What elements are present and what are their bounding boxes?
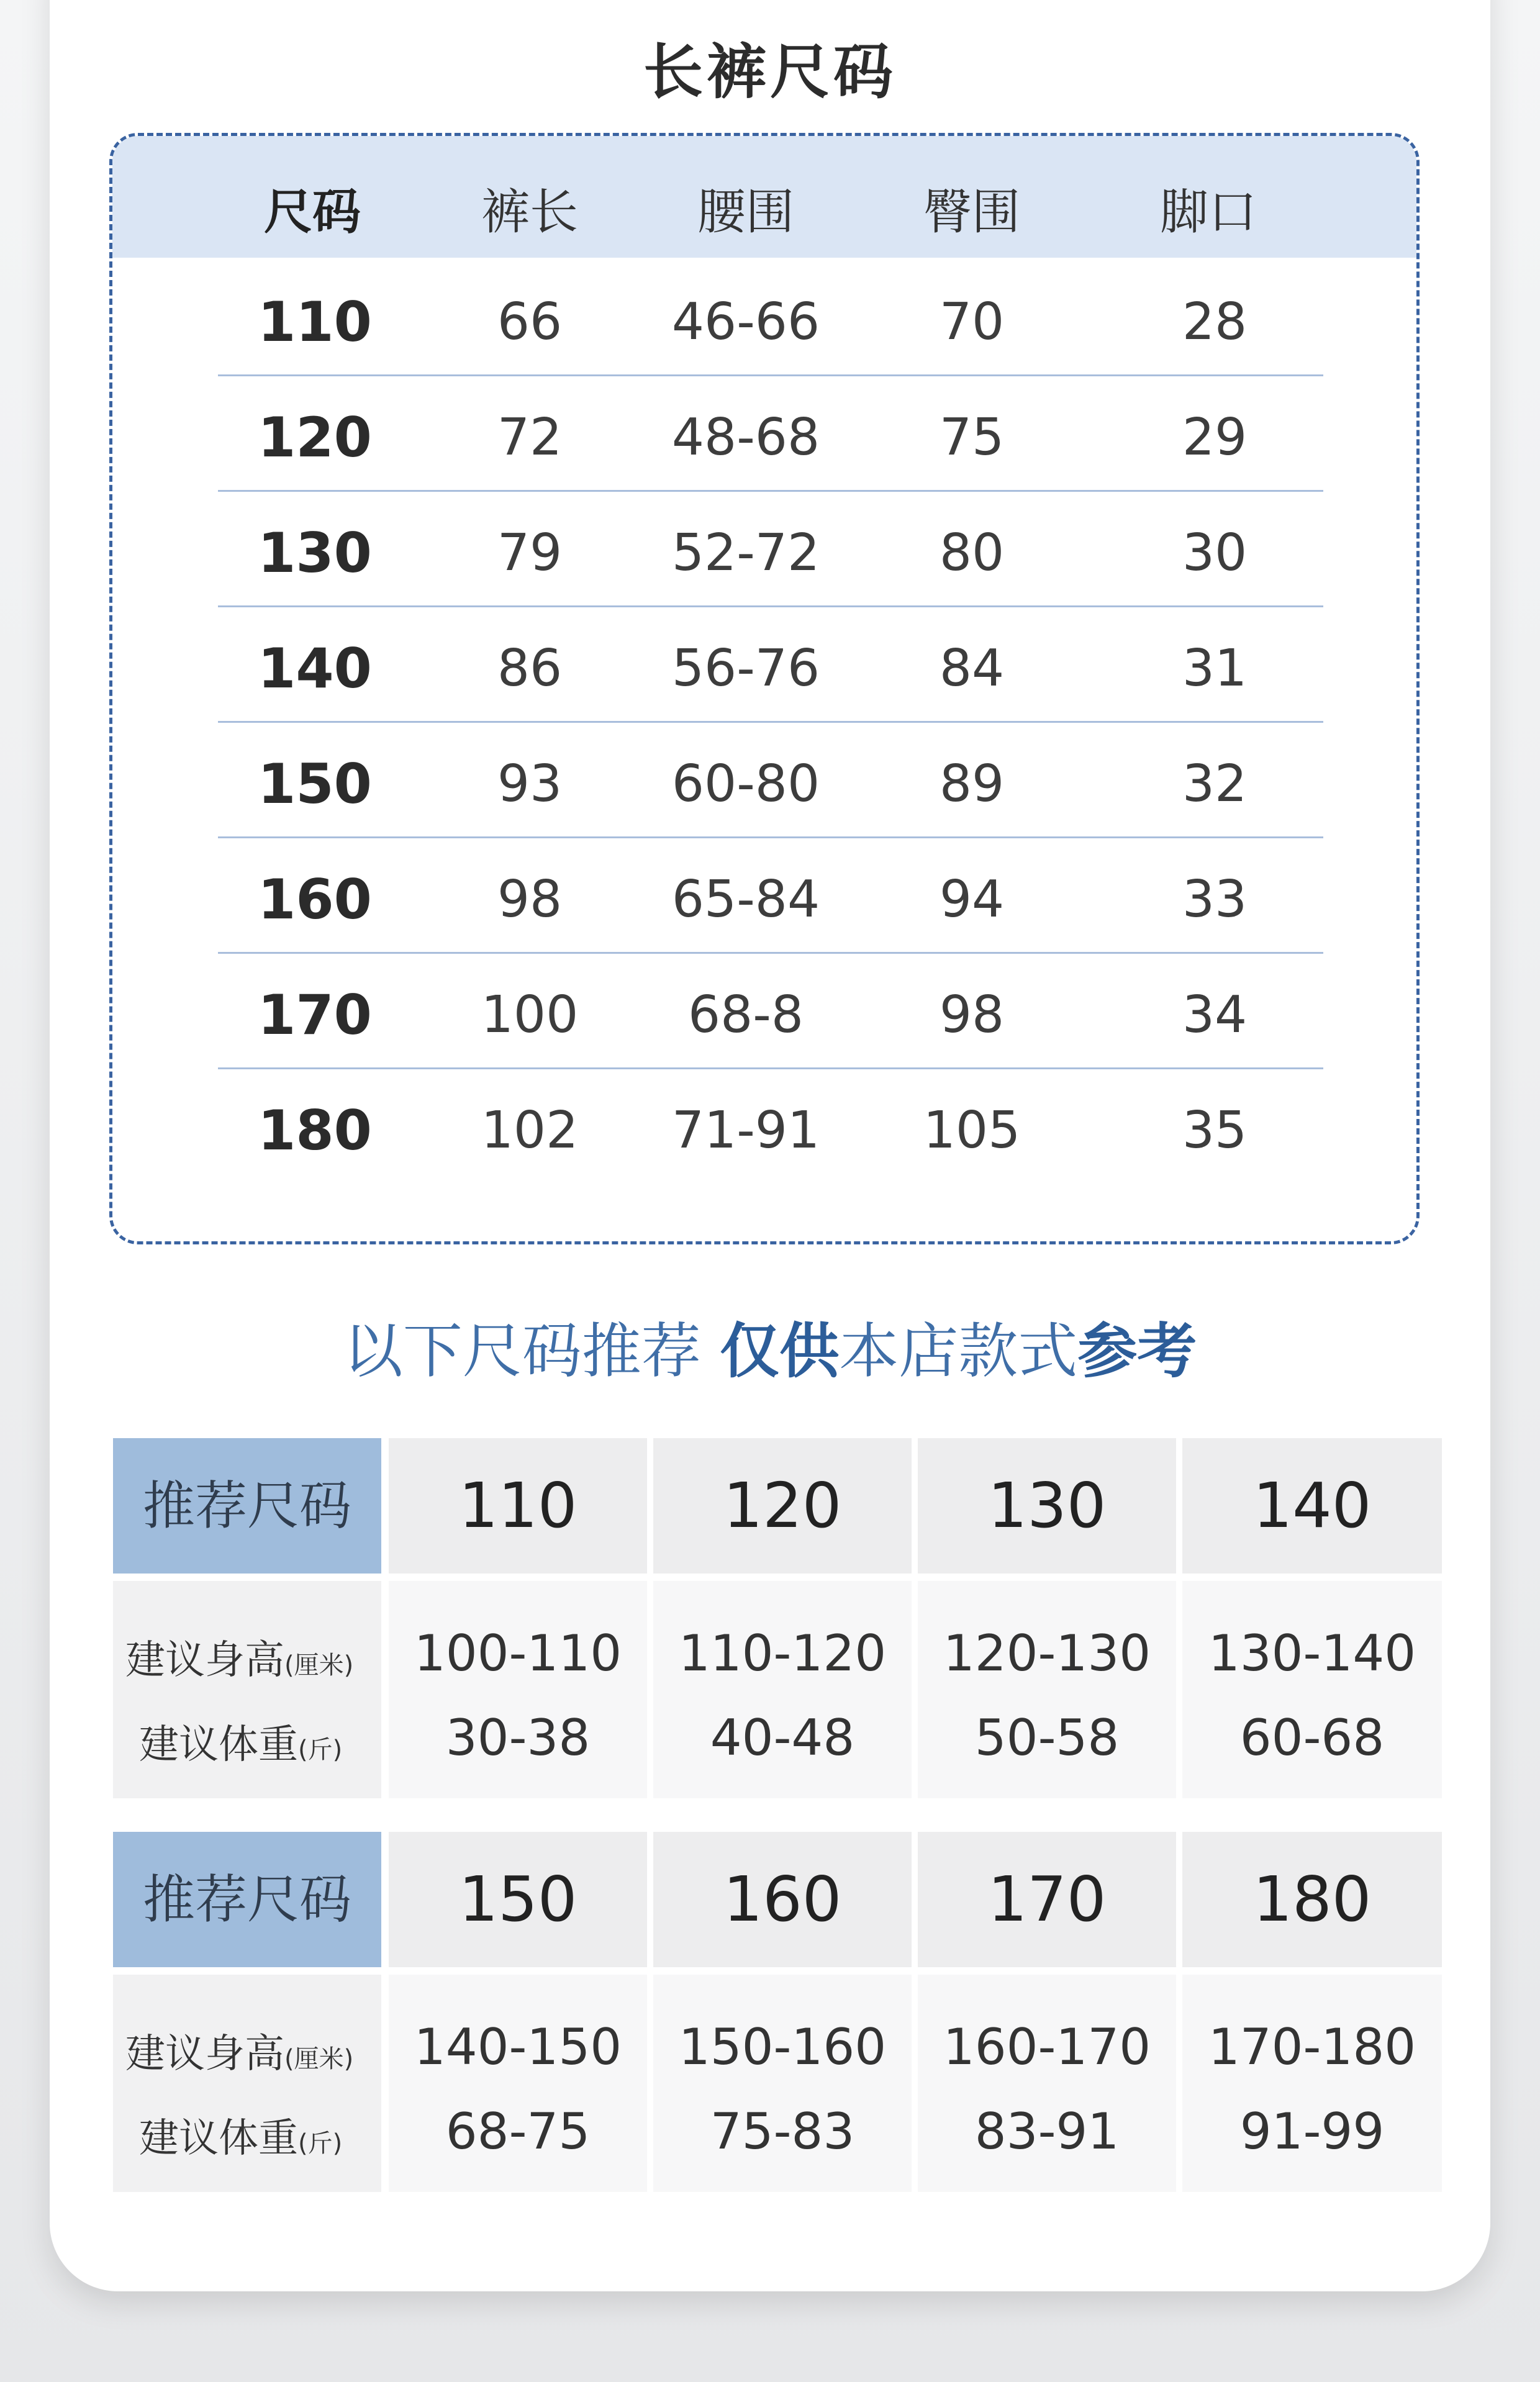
cell-hip: 75 — [939, 408, 1005, 467]
cell-length: 98 — [497, 870, 563, 929]
page-title: 长裤尺码 — [643, 37, 897, 107]
header-pants-length: 裤长 — [481, 184, 579, 240]
size-table — [109, 133, 1420, 1244]
cell-waist: 60-80 — [671, 754, 820, 813]
cell-waist: 48-68 — [671, 408, 820, 467]
recommendation-table-1 — [113, 1438, 1442, 1798]
cell-length: 102 — [481, 1101, 579, 1160]
cell-size: 120 — [258, 405, 372, 469]
height-range: 160-170 — [943, 2018, 1151, 2076]
recommendation-column — [918, 1975, 1176, 2192]
cell-leg-opening: 35 — [1182, 1101, 1248, 1160]
weight-label: 建议体重(斤) — [139, 2116, 343, 2162]
weight-range: 40-48 — [710, 1709, 855, 1767]
cell-length: 72 — [497, 408, 563, 467]
cell-waist: 56-76 — [671, 639, 820, 698]
recommendation-column — [1182, 1581, 1442, 1798]
cell-hip: 89 — [939, 754, 1005, 813]
cell-size: 140 — [258, 636, 372, 700]
height-range: 130-140 — [1208, 1624, 1416, 1682]
cell-waist: 65-84 — [671, 870, 820, 929]
height-range: 140-150 — [414, 2018, 622, 2076]
recommended-size-label: 推荐尺码 — [113, 1438, 381, 1574]
cell-leg-opening: 28 — [1182, 292, 1248, 351]
height-label: 建议身高(厘米) — [125, 1637, 354, 1683]
weight-range: 75-83 — [710, 2103, 855, 2160]
size-header-cell: 120 — [653, 1438, 912, 1574]
size-header-cell: 160 — [653, 1832, 912, 1967]
weight-range: 30-38 — [445, 1709, 591, 1767]
height-range: 100-110 — [414, 1624, 622, 1682]
cell-length: 93 — [497, 754, 563, 813]
cell-leg-opening: 29 — [1182, 408, 1248, 467]
size-header-cell: 170 — [918, 1832, 1176, 1967]
table-row — [112, 260, 1416, 376]
table-row — [112, 722, 1416, 838]
weight-range: 50-58 — [974, 1709, 1120, 1767]
height-label: 建议身高(厘米) — [125, 2031, 354, 2077]
cell-hip: 80 — [939, 523, 1005, 582]
cell-leg-opening: 33 — [1182, 870, 1248, 929]
cell-length: 66 — [497, 292, 563, 351]
cell-size: 180 — [258, 1098, 372, 1162]
row-labels — [113, 1975, 381, 2192]
recommendation-column — [389, 1975, 647, 2192]
size-header-cell: 180 — [1182, 1832, 1442, 1967]
height-range: 120-130 — [943, 1624, 1151, 1682]
cell-length: 79 — [497, 523, 563, 582]
height-range: 170-180 — [1208, 2018, 1416, 2076]
recommendation-heading — [0, 1304, 1540, 1389]
header-waist: 腰围 — [697, 184, 795, 240]
weight-range: 60-68 — [1239, 1709, 1385, 1767]
table-row — [112, 953, 1416, 1069]
header-leg-opening: 脚口 — [1159, 184, 1257, 240]
cell-hip: 94 — [939, 870, 1005, 929]
recommendation-column — [653, 1581, 912, 1798]
cell-waist: 71-91 — [671, 1101, 820, 1160]
cell-leg-opening: 31 — [1182, 639, 1248, 698]
weight-range: 68-75 — [445, 2103, 591, 2160]
height-range: 110-120 — [678, 1624, 887, 1682]
cell-hip: 84 — [939, 639, 1005, 698]
weight-range: 91-99 — [1239, 2103, 1385, 2160]
cell-size: 130 — [258, 521, 372, 585]
cell-length: 86 — [497, 639, 563, 698]
table-row — [112, 838, 1416, 953]
header-hip: 臀围 — [923, 184, 1021, 240]
cell-leg-opening: 34 — [1182, 985, 1248, 1044]
cell-length: 100 — [481, 985, 579, 1044]
table-row — [112, 491, 1416, 607]
recommendation-column — [653, 1975, 912, 2192]
size-table-header — [112, 136, 1416, 258]
row-labels — [113, 1581, 381, 1798]
cell-size: 150 — [258, 752, 372, 816]
heading-part: 本店款式 — [839, 1316, 1078, 1386]
size-header-cell: 130 — [918, 1438, 1176, 1574]
recommendation-column — [1182, 1975, 1442, 2192]
header-size: 尺码 — [263, 184, 361, 240]
size-header-cell: 140 — [1182, 1438, 1442, 1574]
recommendation-column — [918, 1581, 1176, 1798]
cell-size: 170 — [258, 983, 372, 1047]
weight-label: 建议体重(斤) — [139, 1722, 343, 1768]
cell-waist: 68-8 — [687, 985, 804, 1044]
weight-range: 83-91 — [974, 2103, 1120, 2160]
cell-leg-opening: 30 — [1182, 523, 1248, 582]
cell-hip: 70 — [939, 292, 1005, 351]
table-row — [112, 376, 1416, 491]
cell-hip: 105 — [923, 1101, 1021, 1160]
cell-waist: 46-66 — [671, 292, 820, 351]
table-row — [112, 1069, 1416, 1184]
heading-emphasis: 仅供 — [720, 1316, 840, 1386]
recommended-size-label: 推荐尺码 — [113, 1832, 381, 1967]
cell-leg-opening: 32 — [1182, 754, 1248, 813]
table-row — [112, 607, 1416, 722]
cell-waist: 52-72 — [671, 523, 820, 582]
heading-part: 以下尺码推荐 — [343, 1316, 720, 1386]
recommendation-table-2 — [113, 1832, 1442, 2192]
recommendation-column — [389, 1581, 647, 1798]
cell-size: 110 — [258, 290, 372, 354]
height-range: 150-160 — [678, 2018, 887, 2076]
size-header-cell: 150 — [389, 1832, 647, 1967]
cell-size: 160 — [258, 867, 372, 931]
size-header-cell: 110 — [389, 1438, 647, 1574]
heading-emphasis: 参考 — [1077, 1316, 1197, 1386]
cell-hip: 98 — [939, 985, 1005, 1044]
